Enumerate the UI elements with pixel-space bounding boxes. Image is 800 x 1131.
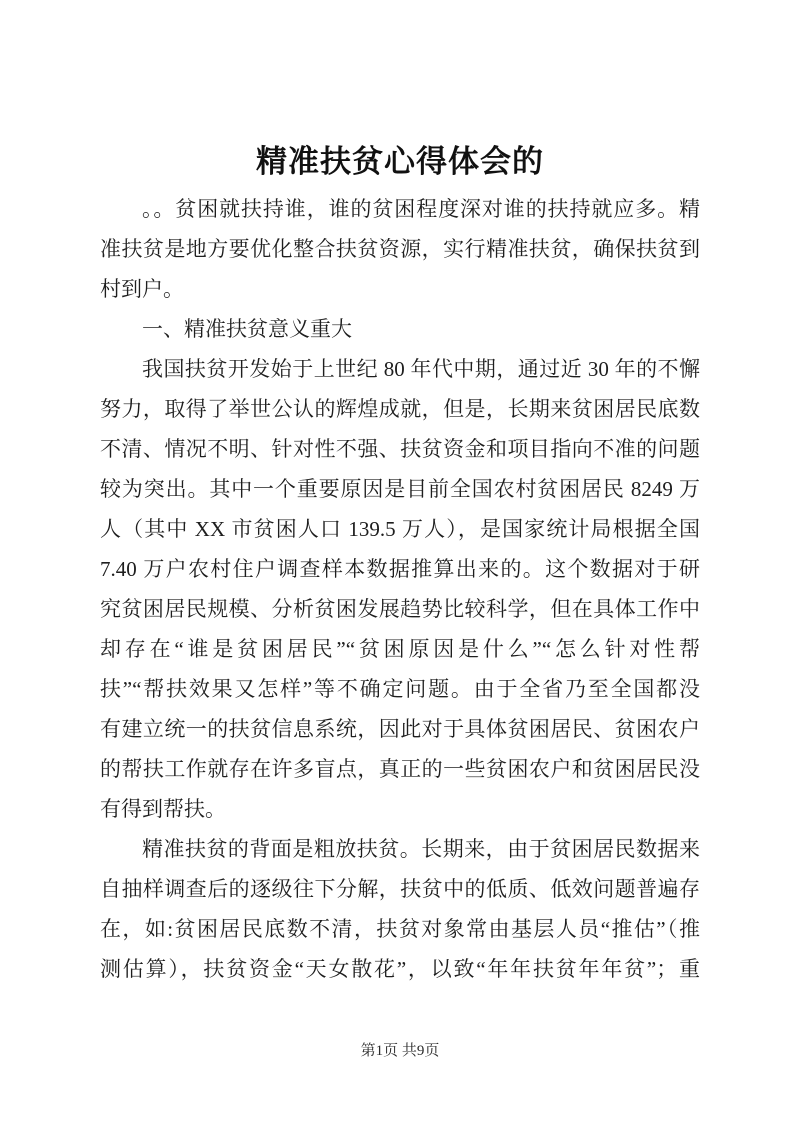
text-line: 有得到帮扶。 xyxy=(100,797,226,821)
text-line: 自抽样调查后的逐级往下分解，扶贫中的低质、低效问题普遍存 xyxy=(100,877,700,901)
text-line: 准扶贫是地方要优化整合扶贫资源，实行精准扶贫，确保扶贫到 xyxy=(100,237,700,261)
text-line: 人（其中 XX 市贫困人口 139.5 万人），是国家统计局根据全国 xyxy=(100,517,700,541)
paragraph xyxy=(100,829,700,989)
text-line: 测估算），扶贫资金“天女散花”，以致“年年扶贫年年贫”；重 xyxy=(100,957,700,981)
text-line: 在，如:贫困居民底数不清，扶贫对象常由基层人员“推估”（推 xyxy=(100,917,700,941)
page-footer xyxy=(0,1040,800,1062)
paragraph xyxy=(100,349,700,829)
text-line: 扶”“帮扶效果又怎样”等不确定问题。由于全省乃至全国都没 xyxy=(100,677,700,701)
text-line: 努力，取得了举世公认的辉煌成就，但是，长期来贫困居民底数 xyxy=(100,397,700,421)
text-line: 精准扶贫的背面是粗放扶贫。长期来，由于贫困居民数据来 xyxy=(142,837,700,861)
text-line: 。。贫困就扶持谁，谁的贫困程度深对谁的扶持就应多。精 xyxy=(142,197,700,221)
text-line: 较为突出。其中一个重要原因是目前全国农村贫困居民 8249 万 xyxy=(100,477,700,501)
text-line: 有建立统一的扶贫信息系统，因此对于具体贫困居民、贫困农户 xyxy=(100,717,700,741)
text-line: 究贫困居民规模、分析贫困发展趋势比较科学，但在具体工作中 xyxy=(100,597,700,621)
page-number-label: 第1页 共9页 xyxy=(360,1043,440,1059)
text-line: 我国扶贫开发始于上世纪 80 年代中期，通过近 30 年的不懈 xyxy=(142,357,700,381)
section-heading xyxy=(100,309,700,349)
text-line: 7.40 万户农村住户调查样本数据推算出来的。这个数据对于研 xyxy=(100,557,700,581)
document-title: 精准扶贫心得体会的 xyxy=(256,144,544,179)
text-line: 村到户。 xyxy=(100,277,184,301)
text-line: 却存在“谁是贫困居民”“贫困原因是什么”“怎么针对性帮 xyxy=(100,637,700,661)
paragraph xyxy=(100,189,700,309)
text-line: 一、精准扶贫意义重大 xyxy=(142,317,352,341)
document-body xyxy=(100,189,700,989)
text-line: 不清、情况不明、针对性不强、扶贫资金和项目指向不准的问题 xyxy=(100,437,700,461)
text-line: 的帮扶工作就存在许多盲点，真正的一些贫困农户和贫困居民没 xyxy=(100,757,700,781)
